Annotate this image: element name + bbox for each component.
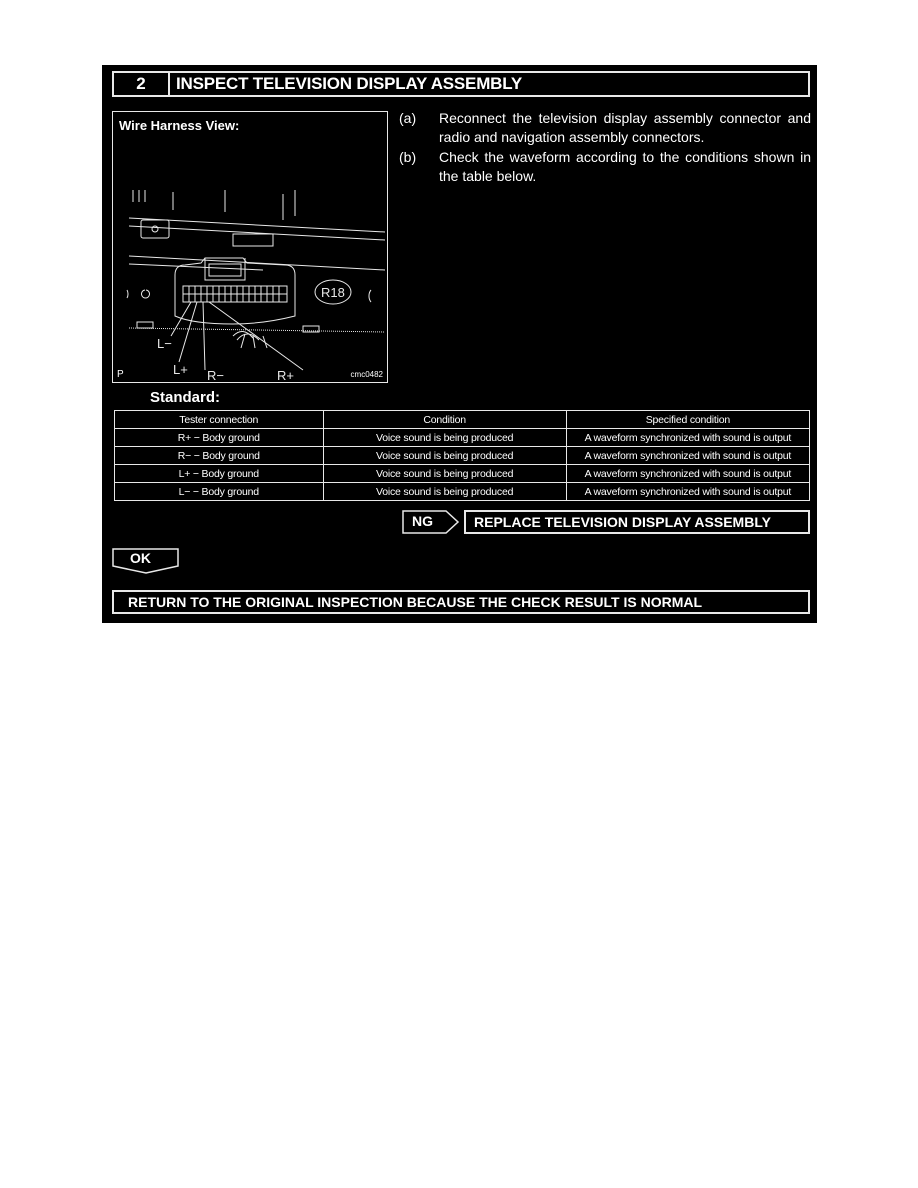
connector-id: R18: [321, 285, 345, 300]
table-row: [115, 429, 810, 447]
pin-label-l-plus: L+: [173, 362, 188, 377]
table-cell: Voice sound is being produced: [323, 465, 566, 483]
instruction-steps: [399, 109, 811, 187]
step-a: [399, 109, 811, 147]
table-row: [115, 447, 810, 465]
table-cell: R+ − Body ground: [115, 429, 324, 447]
table-row: [115, 483, 810, 501]
header-cell: Specified condition: [566, 411, 809, 429]
table-cell: A waveform synchronized with sound is output: [566, 429, 809, 447]
table-cell: Voice sound is being produced: [323, 483, 566, 501]
standard-table: [114, 410, 810, 501]
ng-label: NG: [412, 513, 433, 529]
standard-label: Standard:: [150, 389, 221, 406]
table-header-row: [115, 411, 810, 429]
table-cell: A waveform synchronized with sound is output: [566, 465, 809, 483]
header-cell: Condition: [323, 411, 566, 429]
inspection-panel: [102, 65, 817, 623]
final-result-box: RETURN TO THE ORIGINAL INSPECTION BECAUSE THE CHECK RESULT IS NORMAL: [112, 590, 810, 614]
figure-corner-letter: P: [117, 369, 124, 380]
table-cell: A waveform synchronized with sound is output: [566, 447, 809, 465]
table-cell: A waveform synchronized with sound is output: [566, 483, 809, 501]
pin-label-l-minus: L−: [157, 336, 172, 351]
table-cell: Voice sound is being produced: [323, 447, 566, 465]
table-cell: L− − Body ground: [115, 483, 324, 501]
pin-label-r-minus: R−: [207, 368, 224, 383]
step-number: 2: [112, 71, 170, 97]
table-cell: R− − Body ground: [115, 447, 324, 465]
step-text: Check the waveform according to the conditions shown in the table below.: [439, 149, 811, 184]
ng-arrow-tag: [402, 510, 460, 534]
ok-arrow-tag: [112, 548, 180, 579]
step-text: Reconnect the television display assembly connector and radio and navigation assembly connectors.: [439, 110, 811, 145]
table-row: [115, 465, 810, 483]
step-letter: (b): [399, 149, 417, 165]
table-cell: Voice sound is being produced: [323, 429, 566, 447]
step-title: INSPECT TELEVISION DISPLAY ASSEMBLY: [168, 71, 810, 97]
header-cell: Tester connection: [115, 411, 324, 429]
step-b: [399, 148, 811, 186]
pin-label-r-plus: R+: [277, 368, 294, 383]
step-letter: (a): [399, 110, 417, 126]
figure-label: Wire Harness View:: [119, 118, 240, 133]
figure-code: cmc0482: [350, 370, 383, 379]
wire-harness-figure: [112, 111, 388, 383]
ok-label: OK: [130, 550, 151, 566]
ng-result-box: REPLACE TELEVISION DISPLAY ASSEMBLY: [464, 510, 810, 534]
table-cell: L+ − Body ground: [115, 465, 324, 483]
